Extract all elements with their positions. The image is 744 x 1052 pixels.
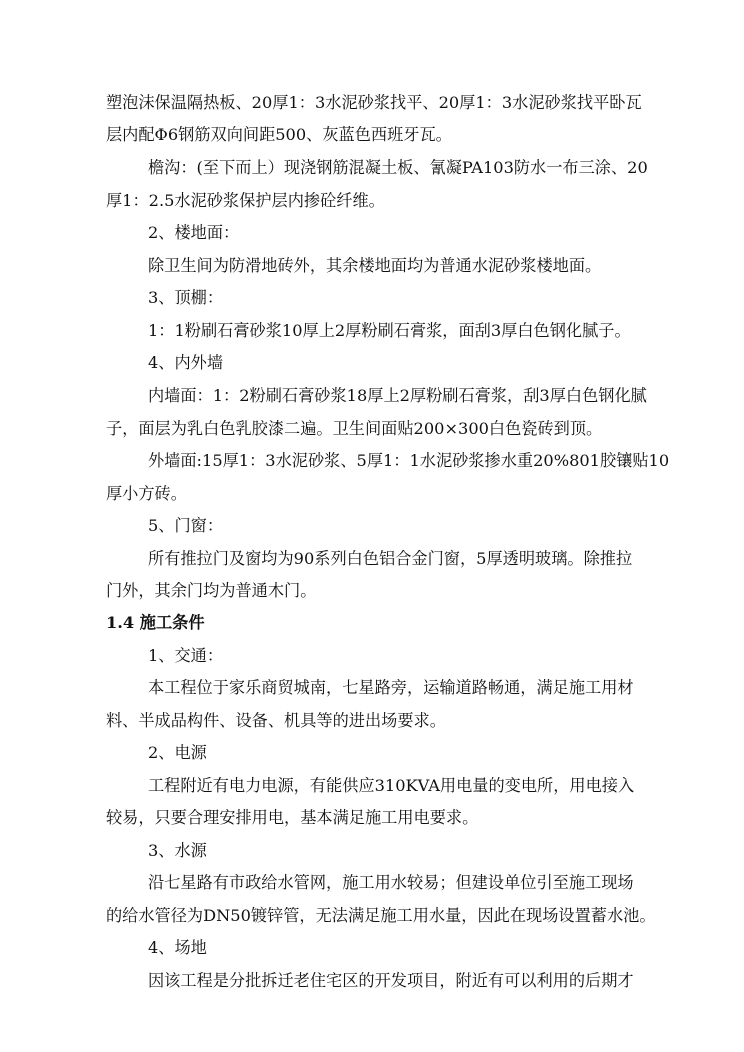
text-line: 1：1粉刷石膏砂浆10厚上2厚粉刷石膏浆，面刮3厚白色钢化腻子。 [148, 321, 631, 340]
list-heading-walls: 4、内外墙 [148, 353, 224, 372]
text-line: 层内配Φ6钢筋双向间距500、灰蓝色西班牙瓦。 [106, 125, 452, 144]
text-line: 除卫生间为防滑地砖外，其余楼地面均为普通水泥砂浆楼地面。 [148, 256, 602, 275]
text-line: 料、半成品构件、设备、机具等的进出场要求。 [106, 711, 446, 730]
text-line: 厚小方砖。 [106, 484, 187, 503]
text-line: 因该工程是分批拆迁老住宅区的开发项目，附近有可以利用的后期才 [148, 971, 634, 990]
text-line: 工程附近有电力电源，有能供应310KVA用电量的变电所，用电接入 [148, 776, 635, 795]
text-line: 子，面层为乳白色乳胶漆二遍。卫生间面贴200×300白色瓷砖到顶。 [106, 419, 603, 438]
text-line: 厚1：2.5水泥砂浆保护层内掺砼纤维。 [106, 191, 385, 210]
text-line: 门外，其余门均为普通木门。 [106, 581, 317, 600]
text-line: 内墙面：1：2粉刷石膏砂浆18厚上2厚粉刷石膏浆，刮3厚白色钢化腻 [148, 386, 647, 405]
text-line: 檐沟：(至下而上）现浇钢筋混凝土板、氰凝PA103防水一布三涂、20 [148, 158, 648, 177]
list-heading-site: 4、场地 [148, 938, 207, 957]
text-line: 沿七星路有市政给水管网，施工用水较易；但建设单位引至施工现场 [148, 873, 634, 892]
section-heading: 1.4 施工条件 [106, 613, 205, 632]
list-heading-ceiling: 3、顶棚： [148, 288, 224, 307]
list-heading-water: 3、水源 [148, 841, 207, 860]
text-line: 较易，只要合理安排用电，基本满足施工用电要求。 [106, 808, 479, 827]
list-heading-traffic: 1、交通： [148, 646, 224, 665]
text-line: 外墙面:15厚1：3水泥砂浆、5厚1：1水泥砂浆掺水重20%801胶镶贴10 [148, 451, 670, 470]
text-line: 的给水管径为DN50镀锌管，无法满足施工用水量，因此在现场设置蓄水池。 [106, 906, 656, 925]
list-heading-doors-windows: 5、门窗： [148, 516, 224, 535]
list-heading-power: 2、电源 [148, 743, 207, 762]
text-line: 塑泡沫保温隔热板、20厚1：3水泥砂浆找平、20厚1：3水泥砂浆找平卧瓦 [106, 93, 642, 112]
list-heading-floor: 2、楼地面： [148, 223, 240, 242]
text-line: 所有推拉门及窗均为90系列白色铝合金门窗，5厚透明玻璃。除推拉 [148, 549, 633, 568]
text-line: 本工程位于家乐商贸城南，七星路旁，运输道路畅通，满足施工用材 [148, 678, 634, 697]
